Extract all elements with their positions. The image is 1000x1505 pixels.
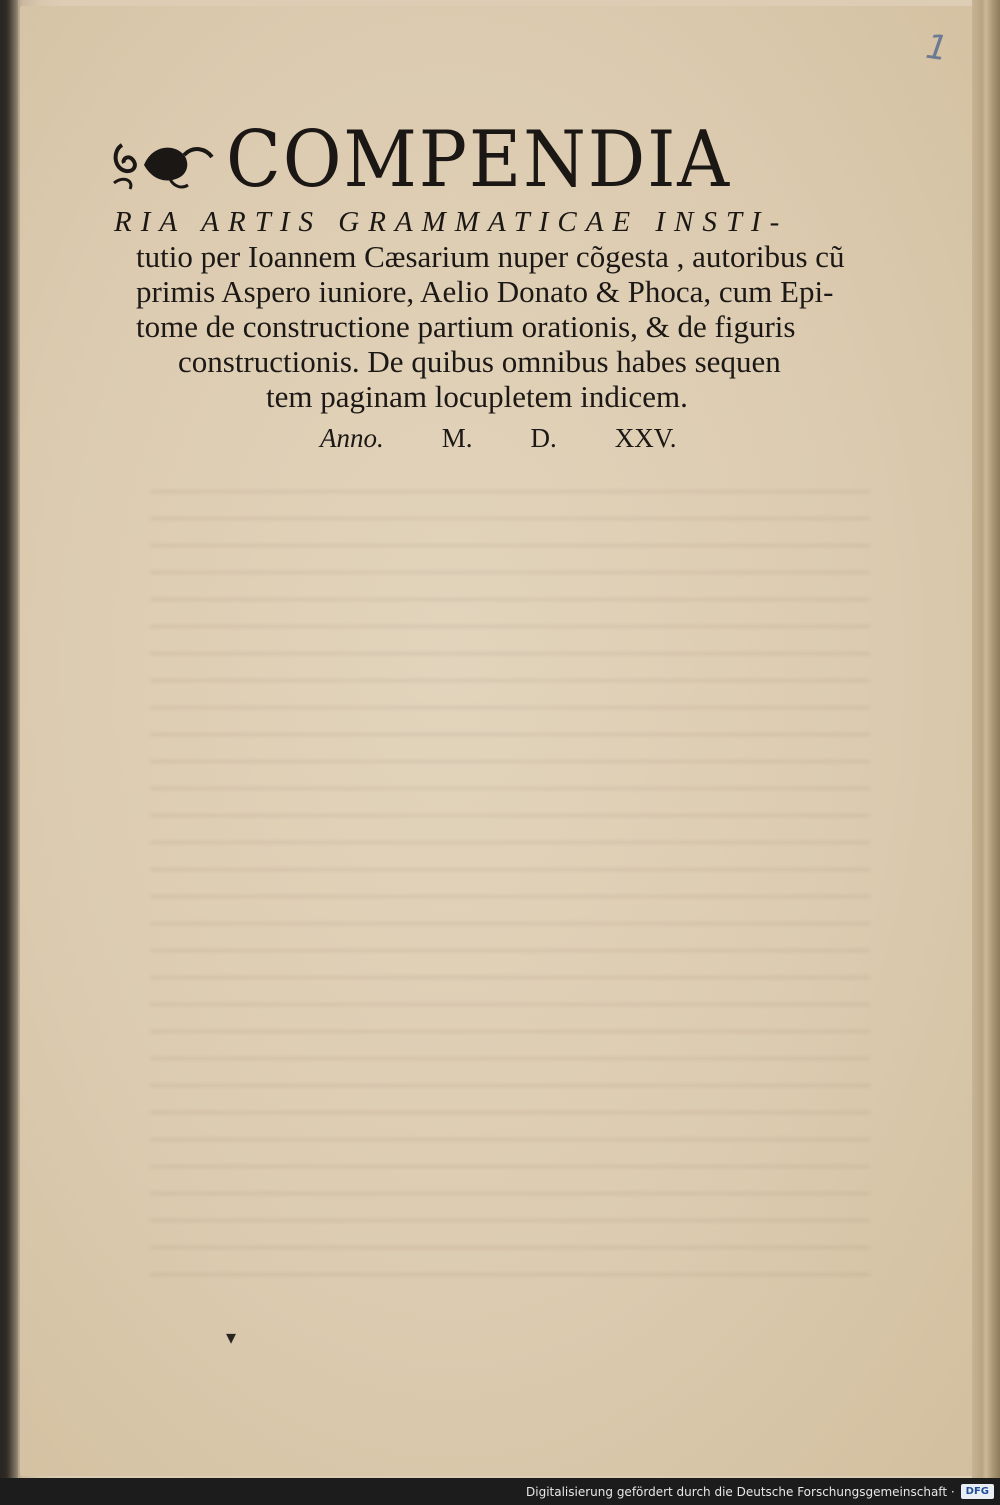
subtitle: RIA ARTIS GRAMMATICAE INSTI- xyxy=(114,206,789,238)
title-line-4: constructionis. De quibus omnibus habes sequen xyxy=(178,344,781,379)
gutter-shadow xyxy=(0,0,18,1478)
imprint-xxv: XXV. xyxy=(614,423,677,453)
title-line-5: tem paginam locupletem indicem. xyxy=(266,379,688,414)
title-line-2: primis Aspero iuniore, Aelio Donato & Phoca, cum Epi- xyxy=(136,274,834,309)
imprint-d: D. xyxy=(530,423,557,453)
imprint-m: M. xyxy=(441,423,473,453)
main-title: COMPENDIA xyxy=(226,115,731,205)
fleuron-ornament-icon xyxy=(108,125,218,195)
page-edge xyxy=(972,0,1000,1478)
imprint-anno: Anno. xyxy=(320,423,384,453)
footer-credit: Digitalisierung gefördert durch die Deutsche Forschungsgemeinschaft · xyxy=(526,1484,955,1499)
folio-number: 1 xyxy=(923,26,951,70)
title-block xyxy=(108,115,848,414)
show-through-text xyxy=(150,476,870,1276)
dfg-logo: DFG xyxy=(961,1484,994,1499)
title-line-3: tome de constructione partium orationis, & de figuris xyxy=(136,309,796,344)
title-row xyxy=(108,115,848,205)
imprint-year xyxy=(320,423,677,454)
footer-bar xyxy=(0,1478,1000,1505)
title-line-1: tutio per Ioannem Cæsarium nuper cõgesta , autoribus cũ xyxy=(136,239,845,274)
print-mark: ▾ xyxy=(226,1325,237,1349)
